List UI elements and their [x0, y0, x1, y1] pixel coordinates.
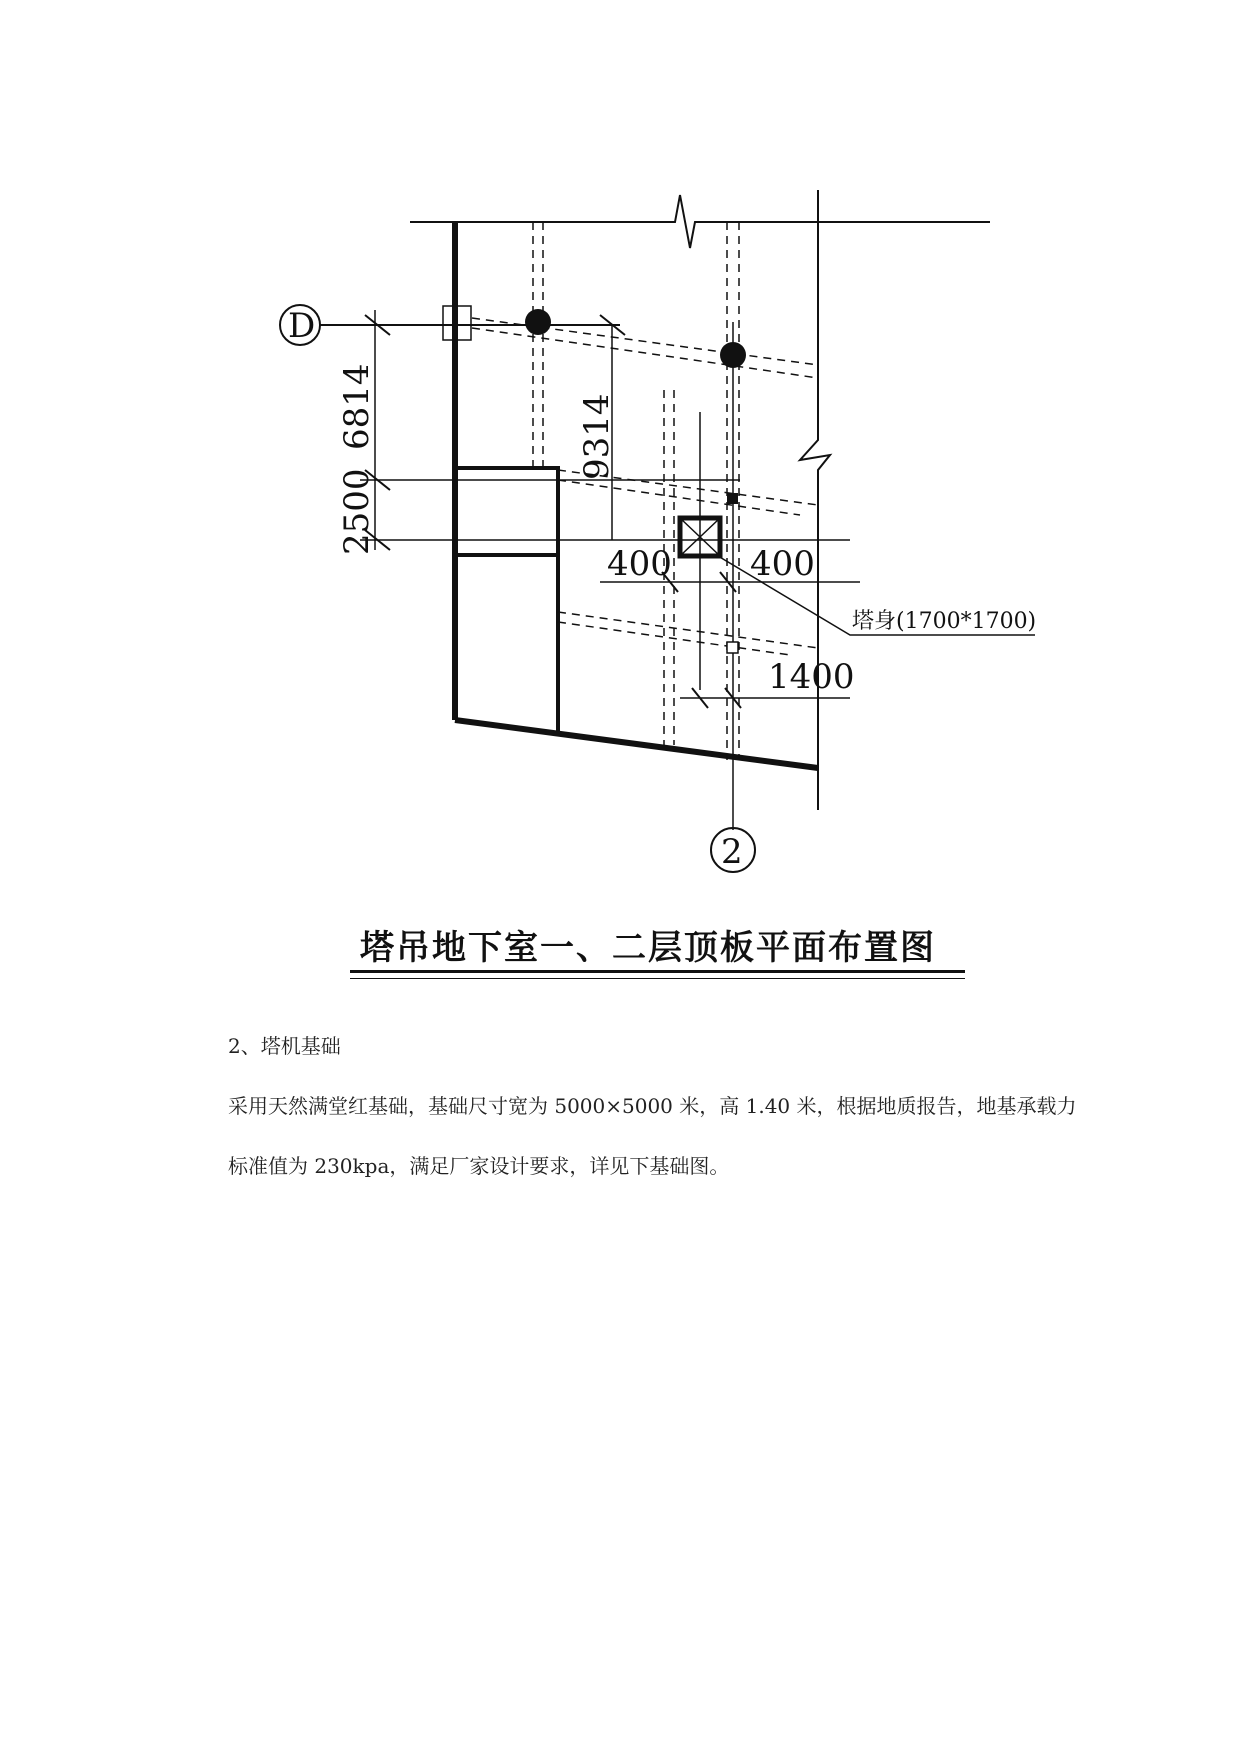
column-marker-open — [727, 642, 738, 653]
section-heading: 2、塔机基础 — [228, 1034, 341, 1058]
drawing-caption: 塔吊地下室一、二层顶板平面布置图 — [360, 928, 936, 968]
column-dot — [525, 309, 551, 335]
grid-dashed-lines — [472, 222, 818, 760]
axis-2-label: 2 — [721, 832, 743, 872]
column-dot — [720, 342, 746, 368]
dim-6814: 6814 — [337, 363, 377, 450]
wall-bottom — [455, 720, 818, 768]
dim-400-left: 400 — [607, 544, 672, 584]
dim-400-right: 400 — [750, 544, 815, 584]
caption-rule-thick — [350, 970, 965, 973]
column-marker — [727, 493, 738, 504]
right-boundary-line — [800, 190, 830, 810]
caption-rule-thin — [350, 978, 965, 979]
top-boundary-line — [410, 195, 990, 248]
tower-label: 塔身(1700*1700) — [852, 609, 1037, 634]
section-line-1: 采用天然满堂红基础，基础尺寸宽为 5000×5000 米，高 1.40 米，根据地质报告，地基承载力 — [228, 1094, 1077, 1118]
section-line-2: 标准值为 230kpa，满足厂家设计要求，详见下基础图。 — [228, 1154, 730, 1178]
inner-room — [455, 468, 558, 732]
dim-9314: 9314 — [577, 393, 617, 480]
axis-d-label: D — [288, 306, 316, 346]
dim-2500: 2500 — [337, 468, 377, 555]
dim-1400: 1400 — [768, 657, 855, 697]
